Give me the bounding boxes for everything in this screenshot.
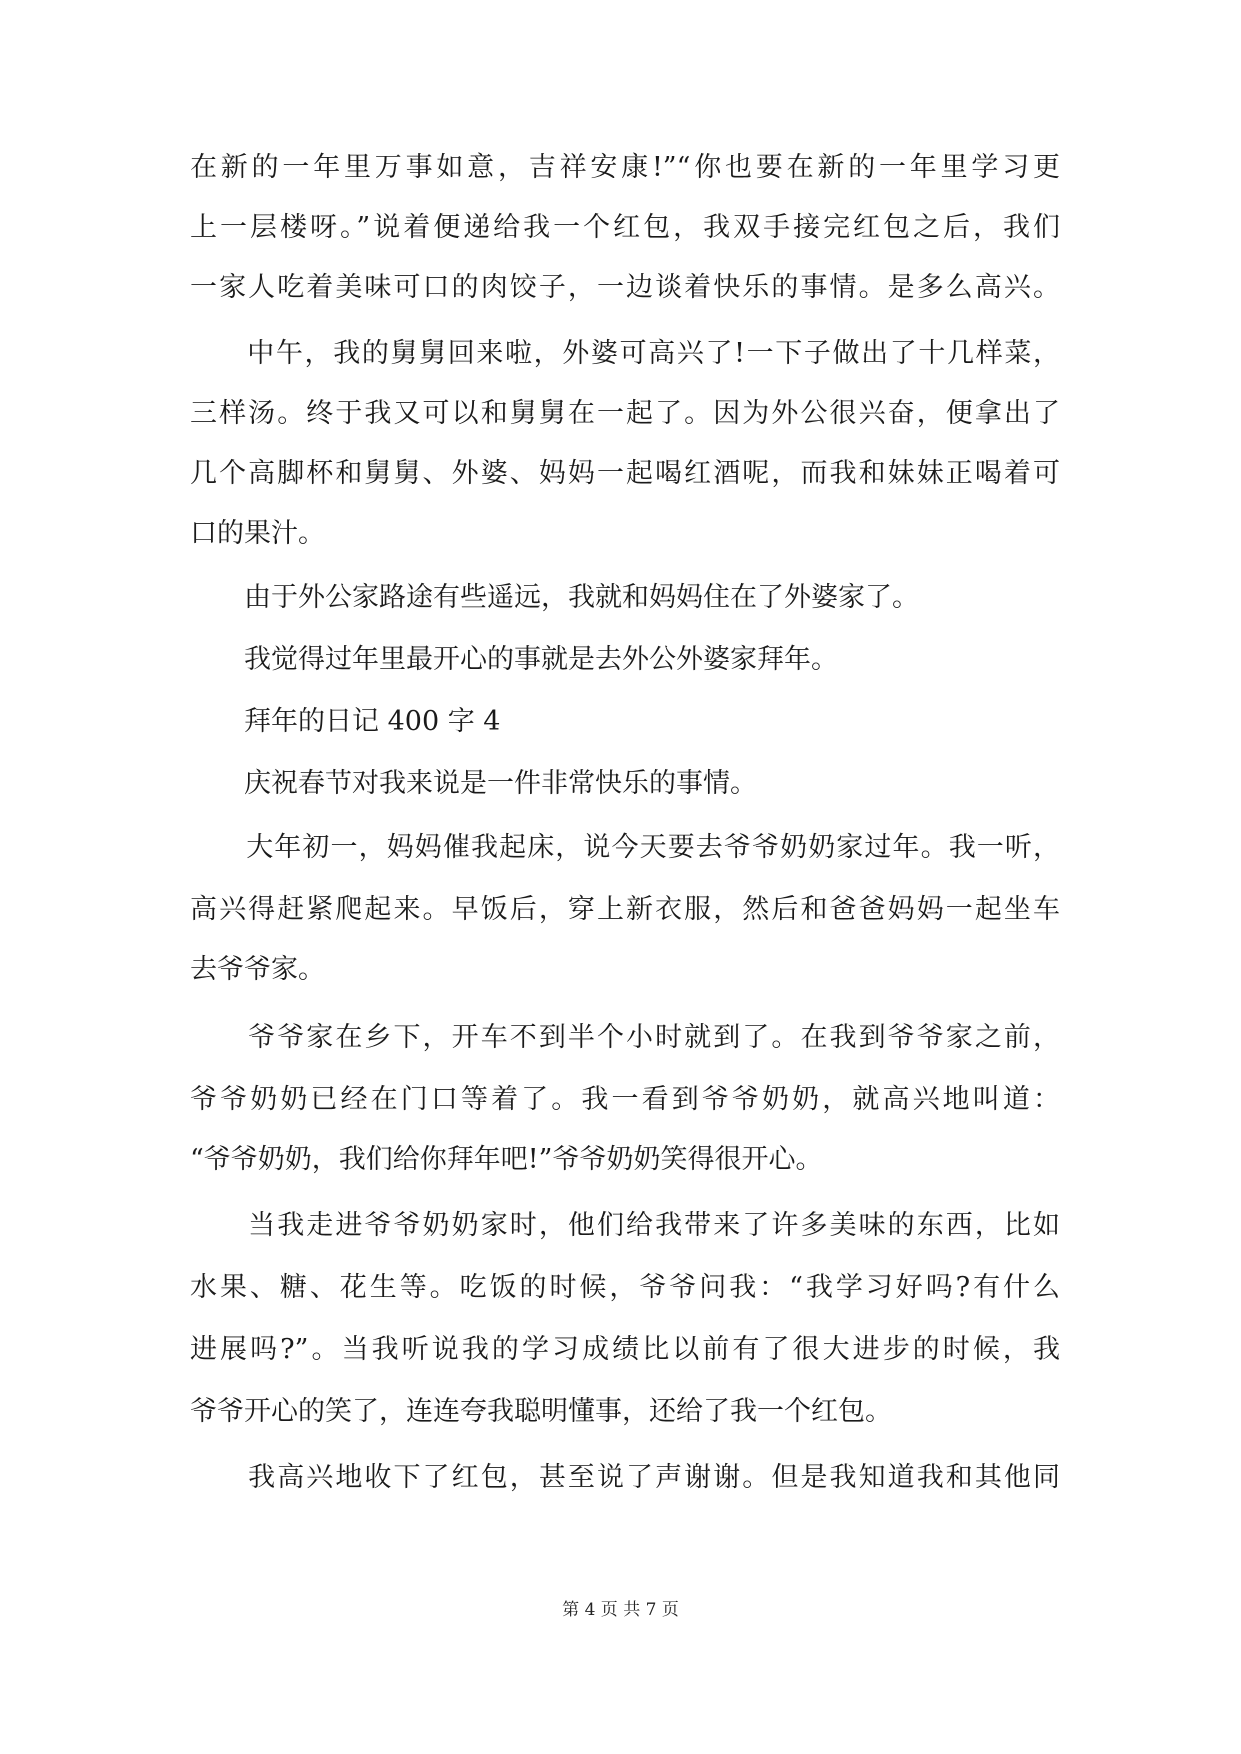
text-line: 我觉得过年里最开心的事就是去外公外婆家拜年。 — [190, 644, 838, 675]
text-line: 由于外公家路途有些遥远，我就和妈妈住在了外婆家了。 — [190, 582, 919, 613]
text-line: 爷爷开心的笑了，连连夸我聪明懂事，还给了我一个红包。 — [190, 1396, 892, 1427]
text-line: 一家人吃着美味可口的肉饺子，一边谈着快乐的事情。是多么高兴。 — [190, 272, 1060, 303]
text-line: 去爷爷家。 — [190, 954, 325, 985]
text-line: 几个高脚杯和舅舅、外婆、妈妈一起喝红酒呢，而我和妹妹正喝着可 — [190, 458, 1060, 489]
text-line: 三样汤。终于我又可以和舅舅在一起了。因为外公很兴奋，便拿出了 — [190, 398, 1060, 429]
text-line: 爷爷家在乡下，开车不到半个小时就到了。在我到爷爷家之前， — [190, 1022, 1060, 1053]
text-line: “爷爷奶奶，我们给你拜年吧!”爷爷奶奶笑得很开心。 — [190, 1144, 823, 1175]
text-line: 我高兴地收下了红包，甚至说了声谢谢。但是我知道我和其他同 — [190, 1462, 1060, 1493]
text-line: 庆祝春节对我来说是一件非常快乐的事情。 — [190, 768, 757, 799]
text-line: 在新的一年里万事如意，吉祥安康!”“你也要在新的一年里学习更 — [190, 152, 1060, 183]
text-line: 中午，我的舅舅回来啦，外婆可高兴了!一下子做出了十几样菜， — [190, 338, 1060, 369]
text-line: 水果、糖、花生等。吃饭的时候，爷爷问我：“我学习好吗?有什么 — [190, 1272, 1060, 1303]
text-line: 高兴得赶紧爬起来。早饭后，穿上新衣服，然后和爸爸妈妈一起坐车 — [190, 894, 1060, 925]
text-line: 大年初一，妈妈催我起床，说今天要去爷爷奶奶家过年。我一听， — [190, 832, 1060, 863]
text-line: 口的果汁。 — [190, 518, 325, 549]
text-line: 当我走进爷爷奶奶家时，他们给我带来了许多美味的东西，比如 — [190, 1210, 1060, 1241]
page-number-footer: 第 4 页 共 7 页 — [562, 1600, 679, 1620]
text-line: 爷爷奶奶已经在门口等着了。我一看到爷爷奶奶，就高兴地叫道： — [190, 1084, 1060, 1115]
section-heading: 拜年的日记 400 字 4 — [190, 706, 501, 737]
text-line: 进展吗?”。当我听说我的学习成绩比以前有了很大进步的时候，我 — [190, 1334, 1060, 1365]
text-line: 上一层楼呀。”说着便递给我一个红包，我双手接完红包之后，我们 — [190, 212, 1060, 243]
